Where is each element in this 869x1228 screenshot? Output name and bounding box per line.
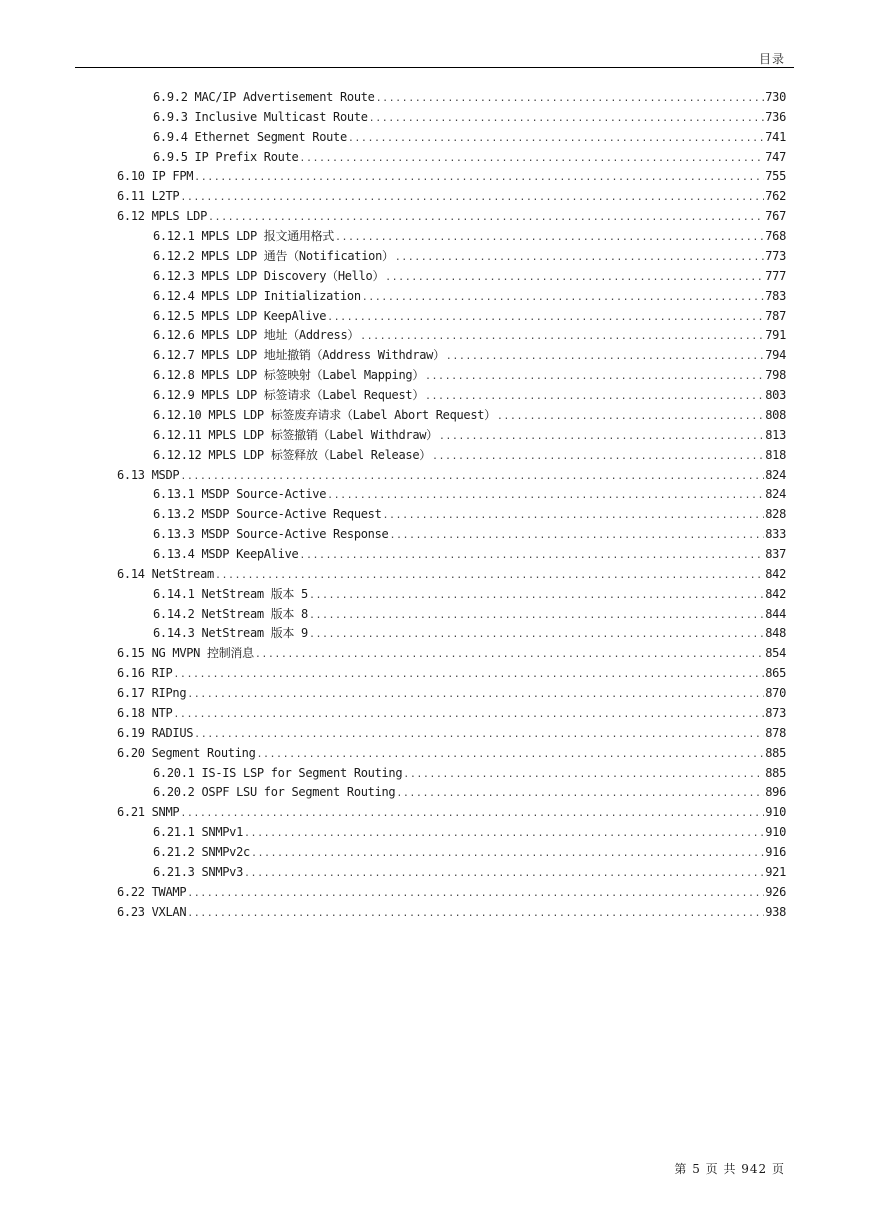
toc-entry-page: 741 [765,129,786,144]
toc-entry-title: 6.20.2 OSPF LSU for Segment Routing [153,785,396,800]
toc-entry-page: 730 [765,90,786,104]
toc-entry-page: 910 [765,805,786,820]
toc-entry[interactable] [153,147,786,167]
toc-entry-title: 6.12 MPLS LDP [117,209,208,224]
toc-entry-title: 6.14.3 NetStream 版本 9 [153,626,308,641]
toc-entry-title: 6.12.1 MPLS LDP 报文通用格式 [153,229,334,244]
toc-entry[interactable] [153,127,786,147]
header-divider [75,67,794,68]
toc-entry[interactable] [117,723,786,743]
toc-entry-title: 6.17 RIPng [117,686,187,701]
toc-entry-page: 773 [765,248,786,263]
toc-entry-page: 828 [765,507,786,522]
toc-entry[interactable] [117,882,786,902]
toc-entry[interactable] [153,266,786,286]
toc-entry-page: 736 [765,109,786,124]
toc-entry-page: 842 [765,566,786,581]
toc-entry-page: 808 [765,407,786,422]
toc-entry[interactable] [153,504,786,524]
toc-entry-title: 6.14 NetStream [117,566,214,581]
toc-entry-page: 885 [765,745,786,760]
toc-entry[interactable] [153,782,786,802]
toc-entry-page: 794 [765,348,786,363]
toc-entry[interactable] [153,842,786,862]
toc-entry[interactable] [153,286,786,306]
toc-entry-title: 6.13.4 MSDP KeepAlive [153,547,299,561]
toc-entry[interactable] [117,643,786,663]
toc-entry-title: 6.23 VXLAN [117,904,187,919]
toc-entry-title: 6.13.3 MSDP Source-Active Response [153,527,389,542]
toc-entry[interactable] [117,186,786,206]
toc-entry-page: 767 [765,209,786,224]
toc-entry-title: 6.12.9 MPLS LDP 标签请求（Label Request） [153,388,425,403]
toc-entry-title: 6.9.2 MAC/IP Advertisement Route [153,90,375,104]
toc-entry[interactable] [153,623,786,643]
toc-entry-title: 6.9.4 Ethernet Segment Route [153,129,347,144]
toc-entry-title: 6.16 RIP [117,666,173,681]
toc-entry[interactable] [117,743,786,763]
toc-entry[interactable] [153,524,786,544]
toc-dot-leader [187,904,764,924]
toc-entry-title: 6.12.7 MPLS LDP 地址撤销（Address Withdraw） [153,348,445,363]
toc-entry[interactable] [153,306,786,326]
toc-entry-title: 6.20 Segment Routing [117,745,256,760]
toc-entry-page: 842 [765,586,786,601]
toc-entry-page: 747 [765,149,786,164]
toc-entry-page: 787 [765,308,786,323]
toc-entry[interactable] [153,544,786,564]
toc-entry-title: 6.14.2 NetStream 版本 8 [153,606,308,621]
toc-entry-page: 870 [765,686,786,701]
toc-entry-title: 6.20.1 IS-IS LSP for Segment Routing [153,765,403,780]
toc-entry-title: 6.9.3 Inclusive Multicast Route [153,109,368,124]
toc-entry-title: 6.15 NG MVPN 控制消息 [117,646,254,661]
toc-entry[interactable] [153,226,786,246]
toc-entry-title: 6.21.1 SNMPv1 [153,825,244,840]
toc-entry-page: 844 [765,606,786,621]
toc-entry[interactable] [117,683,786,703]
toc-entry-page: 837 [765,547,786,561]
toc-entry-page: 910 [765,825,786,840]
toc-entry-page: 777 [765,268,786,283]
toc-entry-title: 6.12.12 MPLS LDP 标签释放（Label Release） [153,447,431,462]
header-title: 目录 [758,52,785,66]
toc-entry[interactable] [153,604,786,624]
toc-entry-page: 885 [765,765,786,780]
toc-entry-page: 854 [765,646,786,661]
toc-entry-title: 6.14.1 NetStream 版本 5 [153,586,308,601]
toc-entry[interactable] [117,902,786,922]
toc-entry[interactable] [117,166,786,186]
toc-entry[interactable] [153,107,786,127]
page-footer: 第 5 页 共 942 页 [674,1162,785,1176]
toc-entry-title: 6.13.2 MSDP Source-Active Request [153,507,382,522]
toc-entry-title: 6.11 L2TP [117,189,180,204]
toc-entry[interactable] [153,822,786,842]
toc-entry-page: 755 [765,169,786,184]
toc-entry-page: 833 [765,527,786,542]
toc-entry-page: 848 [765,626,786,641]
toc-entry[interactable] [153,246,786,266]
toc-entry[interactable] [153,425,786,445]
toc-entry[interactable] [117,802,786,822]
toc-entry[interactable] [153,405,786,425]
toc-entry-page: 783 [765,288,786,303]
toc-entry-page: 768 [765,229,786,244]
toc-entry-page: 824 [765,487,786,502]
toc-entry-title: 6.22 TWAMP [117,884,187,899]
toc-entry[interactable] [117,564,786,584]
toc-entry[interactable] [153,325,786,345]
toc-entry-page: 865 [765,666,786,681]
toc-entry[interactable] [153,345,786,365]
toc-entry-title: 6.13 MSDP [117,467,180,482]
toc-entry-page: 791 [765,328,786,343]
toc-entry[interactable] [153,87,786,107]
toc-entry[interactable] [153,584,786,604]
toc-entry-page: 896 [765,785,786,800]
toc-entry[interactable] [117,703,786,723]
toc-entry[interactable] [117,465,786,485]
toc-entry-title: 6.12.3 MPLS LDP Discovery（Hello） [153,268,385,283]
toc-entry-title: 6.12.2 MPLS LDP 通告（Notification） [153,248,394,263]
toc-entry-title: 6.12.11 MPLS LDP 标签撤销（Label Withdraw） [153,427,438,442]
toc-entry-page: 916 [765,845,786,860]
toc-entry-title: 6.12.10 MPLS LDP 标签废弃请求（Label Abort Request） [153,407,496,422]
toc-entry-title: 6.12.5 MPLS LDP KeepAlive [153,308,327,323]
toc-entry-title: 6.10 IP FPM [117,169,194,184]
toc-entry[interactable] [153,484,786,504]
toc-entry-page: 938 [765,904,786,919]
toc-entry-page: 803 [765,388,786,403]
toc-entry-page: 921 [765,864,786,879]
toc-entry[interactable] [153,385,786,405]
toc-entry[interactable] [117,206,786,226]
toc-entry-title: 6.19 RADIUS [117,725,194,740]
toc-entry-page: 798 [765,368,786,383]
toc-entry-page: 818 [765,447,786,462]
toc-entry[interactable] [153,445,786,465]
toc-entry-title: 6.12.8 MPLS LDP 标签映射（Label Mapping） [153,368,425,383]
toc-entry-title: 6.12.6 MPLS LDP 地址（Address） [153,328,360,343]
toc-entry-title: 6.18 NTP [117,705,173,720]
toc-entry-page: 813 [765,427,786,442]
toc-entry-title: 6.13.1 MSDP Source-Active [153,487,327,502]
toc-entry-title: 6.21.2 SNMPv2c [153,845,250,860]
toc-entry-title: 6.21 SNMP [117,805,180,820]
toc-entry-title: 6.9.5 IP Prefix Route [153,149,299,164]
toc-entry-page: 762 [765,189,786,204]
toc-entry[interactable] [117,663,786,683]
toc-entry[interactable] [153,862,786,882]
toc-entry-page: 926 [765,884,786,899]
toc-entry-title: 6.21.3 SNMPv3 [153,864,244,879]
toc-entry-page: 824 [765,467,786,482]
toc-entry-page: 878 [765,725,786,740]
toc-entry-title: 6.12.4 MPLS LDP Initialization [153,288,361,303]
toc-entry[interactable] [153,365,786,385]
toc-entry-page: 873 [765,705,786,720]
toc-entry[interactable] [153,763,786,783]
